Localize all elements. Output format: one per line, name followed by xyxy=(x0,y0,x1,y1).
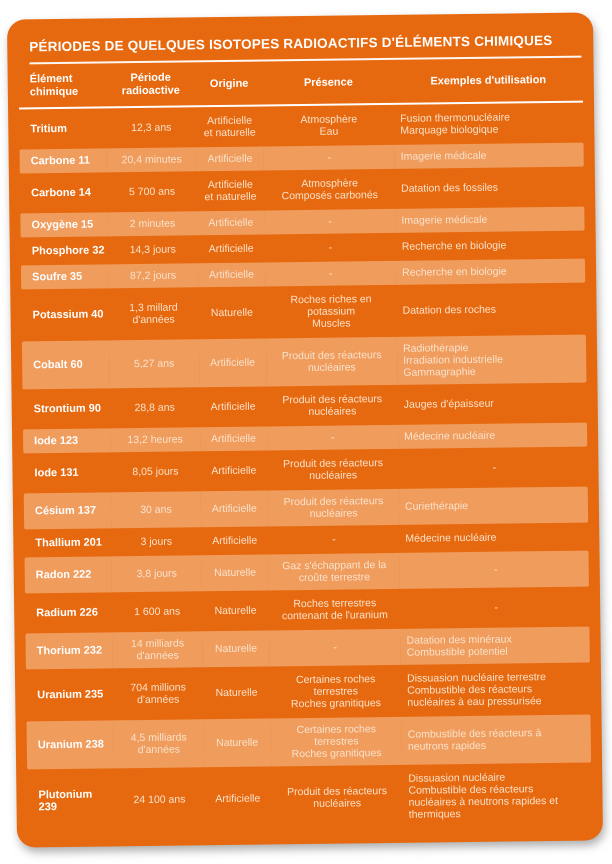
presence-value: Produit des réacteurs nucléaires xyxy=(283,457,383,482)
table-row xyxy=(25,551,589,594)
element-name: Uranium 238 xyxy=(27,720,115,769)
origine-value: Artificielle et naturelle xyxy=(204,178,257,204)
table-row xyxy=(21,285,586,340)
origine-value: Artificielle xyxy=(215,792,261,806)
exemples-value: - xyxy=(492,461,497,474)
periode-value: 4,5 milliards d'années xyxy=(114,719,204,768)
exemples-value: Datation des fossiles xyxy=(401,181,499,195)
periode-value: 12,3 ans xyxy=(131,121,172,135)
element-name: Césium 137 xyxy=(24,492,112,529)
presence-value: - xyxy=(264,145,395,171)
periode-value: 3,8 jours xyxy=(112,555,202,592)
origine-value: Artificielle xyxy=(200,490,268,527)
exemples-value: Radiothérapie Irradiation industrielle Gammagraphie xyxy=(397,335,587,385)
table-row xyxy=(24,487,588,530)
origine-value: Naturelle xyxy=(210,306,253,320)
exemples-value: Fusion thermonucléaire Marquage biologique xyxy=(400,111,511,137)
element-name: Soufre 35 xyxy=(21,264,109,289)
page-title: PÉRIODES DE QUELQUES ISOTOPES RADIOACTIFS D'ÉLÉMENTS CHIMIQUES xyxy=(29,32,553,55)
element-name: Potassium 40 xyxy=(32,308,104,322)
element-name: Thorium 232 xyxy=(25,632,113,669)
element-name: Strontium 90 xyxy=(33,402,102,416)
origine-value: Artificielle xyxy=(211,464,257,478)
table-row xyxy=(23,449,587,492)
isotope-table-card xyxy=(7,12,603,847)
presence-value: Roches terrestres contenant de l'uranium xyxy=(281,597,388,623)
periode-value: 20,4 minutes xyxy=(107,147,196,172)
exemples-value: Dissuasion nucléaire Combustible des réacteurs nucléaires à neutrons rapides et thermiques xyxy=(408,771,559,821)
exemples-value: Datation des roches xyxy=(402,303,497,317)
exemples-value: Imagerie médicale xyxy=(395,143,584,169)
exemples-value: Jauges d'épaisseur xyxy=(403,397,494,411)
element-name: Cobalt 60 xyxy=(22,340,110,389)
table-row xyxy=(23,385,587,428)
table-row xyxy=(20,169,584,212)
origine-value: Artificielle xyxy=(208,242,254,256)
element-name: Radium 226 xyxy=(36,606,99,620)
presence-value: Atmosphère Eau xyxy=(300,113,358,138)
table-row xyxy=(22,335,587,390)
exemples-value: Combustible des réacteurs à neutrons rapides xyxy=(402,715,592,765)
presence-value: Produit des réacteurs nucléaires xyxy=(268,489,399,527)
table-header-row xyxy=(19,60,583,110)
exemples-value: Imagerie médicale xyxy=(395,207,584,233)
periode-value: 1,3 millard d'années xyxy=(129,301,178,327)
presence-value: Produit des réacteurs nucléaires xyxy=(282,393,383,418)
column-header-element: Élément chimique xyxy=(19,65,107,109)
column-header-origine: Origine xyxy=(195,63,263,107)
origine-value: Naturelle xyxy=(202,630,270,667)
exemples-value: Datation des minéraux Combustible potentiel xyxy=(400,627,589,665)
origine-value: Naturelle xyxy=(215,686,258,700)
origine-value: Artificielle xyxy=(197,262,265,287)
periode-value: 1 600 ans xyxy=(134,605,181,619)
origine-value: Artificielle xyxy=(199,426,267,451)
origine-value: Naturelle xyxy=(201,554,269,591)
presence-value: - xyxy=(270,629,401,667)
element-name: Thallium 201 xyxy=(35,536,103,550)
table-row xyxy=(19,105,583,148)
column-header-presence: Présence xyxy=(263,62,394,107)
presence-value: - xyxy=(265,209,396,235)
origine-value: Naturelle xyxy=(203,718,271,767)
presence-value: Certaines roches terrestres Roches granitiques xyxy=(290,673,381,711)
periode-value: 28,8 ans xyxy=(134,401,175,415)
isotope-table xyxy=(19,58,592,834)
table-row xyxy=(25,627,589,670)
element-name: Radon 222 xyxy=(25,556,113,593)
table-row xyxy=(27,715,592,770)
element-name: Iode 131 xyxy=(34,466,79,480)
presence-value: Certaines roches terrestres Roches granitiques xyxy=(271,717,402,767)
element-name: Plutonium 239 xyxy=(38,788,93,814)
periode-value: 14,3 jours xyxy=(129,243,176,257)
exemples-value: - xyxy=(400,551,589,589)
presence-value: - xyxy=(332,533,336,546)
periode-value: 87,2 jours xyxy=(108,263,197,288)
exemples-value: - xyxy=(494,601,499,614)
exemples-value: Médecine nucléaire xyxy=(398,423,587,449)
presence-value: Produit des réacteurs nucléaires xyxy=(287,785,388,810)
exemples-value: Dissuasion nucléaire terrestre Combustible des réacteurs nucléaires à eau pressurisée xyxy=(407,671,547,709)
column-header-periode: Période radioactive xyxy=(106,64,196,108)
periode-value: 3 jours xyxy=(140,535,173,549)
origine-value: Artificielle xyxy=(196,146,264,171)
periode-value: 24 100 ans xyxy=(133,793,186,807)
element-name: Carbone 14 xyxy=(31,186,92,200)
periode-value: 14 milliards d'années xyxy=(113,631,203,668)
origine-value: Artificielle xyxy=(210,400,256,414)
element-name: Oxygène 15 xyxy=(20,212,108,237)
presence-value: Roches riches en potassium Muscles xyxy=(290,293,372,330)
presence-value: - xyxy=(328,241,333,254)
periode-value: 13,2 heures xyxy=(110,427,199,452)
origine-value: Artificielle xyxy=(198,338,266,387)
element-name: Carbone 11 xyxy=(20,148,108,173)
exemples-value: Curiethérapie xyxy=(399,487,588,525)
periode-value: 704 millions d'années xyxy=(130,681,186,707)
origine-value: Artificielle xyxy=(212,534,258,548)
periode-value: 2 minutes xyxy=(108,211,197,236)
periode-value: 5 700 ans xyxy=(128,185,176,199)
isotope-table-body xyxy=(19,105,592,832)
column-header-exemples: Exemples d'utilisation xyxy=(394,60,583,105)
origine-value: Artificielle xyxy=(197,210,265,235)
table-row xyxy=(26,665,591,720)
exemples-value: Médecine nucléaire xyxy=(405,531,497,545)
presence-value: Produit des réacteurs nucléaires xyxy=(266,337,397,387)
exemples-value: Recherche en biologie xyxy=(401,239,507,253)
periode-value: 5,27 ans xyxy=(109,339,199,388)
presence-value: Atmosphère Composés carbonés xyxy=(281,177,378,203)
element-name: Phosphore 32 xyxy=(31,244,105,258)
origine-value: Naturelle xyxy=(214,604,257,618)
element-name: Iode 123 xyxy=(23,428,111,453)
presence-value: Gaz s'échappant de la croûte terrestre xyxy=(269,553,400,591)
periode-value: 8,05 jours xyxy=(132,465,179,479)
element-name: Tritium xyxy=(30,122,68,136)
exemples-value: Recherche en biologie xyxy=(396,259,585,285)
origine-value: Artificielle et naturelle xyxy=(203,114,256,140)
presence-value: - xyxy=(267,425,398,451)
element-name: Uranium 235 xyxy=(37,688,104,702)
presence-value: - xyxy=(265,261,396,287)
table-row xyxy=(25,589,589,632)
periode-value: 30 ans xyxy=(111,491,201,528)
table-row xyxy=(27,765,592,832)
